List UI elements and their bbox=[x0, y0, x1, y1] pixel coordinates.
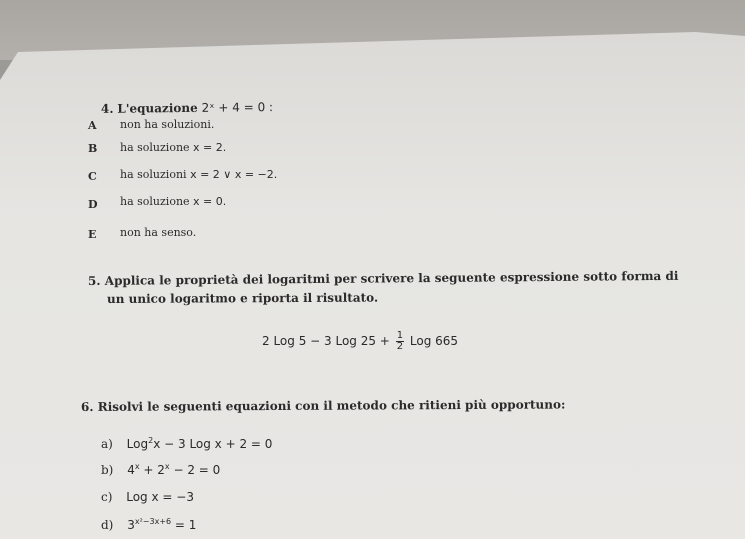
q5-frac-num: 1 bbox=[396, 330, 404, 341]
q6-item-b-pre: 4 bbox=[127, 463, 135, 477]
q4-option-d-math: x = 0. bbox=[193, 195, 227, 208]
q4-option-e-text: non ha senso. bbox=[120, 226, 197, 239]
q5-frac-den: 2 bbox=[396, 341, 404, 352]
q4-equation: 2ˣ + 4 = 0 : bbox=[201, 100, 274, 115]
q5-expr-left: 2 Log 5 − 3 Log 25 + bbox=[262, 334, 390, 348]
q6-item-b-post: − 2 = 0 bbox=[169, 463, 221, 477]
q4-option-d-letter: D bbox=[88, 198, 98, 211]
q4-text: L'equazione bbox=[117, 100, 198, 116]
q4-option-d bbox=[120, 195, 226, 208]
q4-option-b bbox=[120, 141, 226, 154]
q6-item-c-label: c) bbox=[101, 490, 113, 504]
q6-item-b-label: b) bbox=[101, 463, 114, 477]
q4-heading bbox=[101, 100, 273, 116]
q4-option-b-text: ha soluzione bbox=[120, 141, 190, 154]
q5-fraction bbox=[396, 331, 404, 352]
q4-option-d-text: ha soluzione bbox=[120, 195, 190, 208]
q6-item-d-pre: 3 bbox=[127, 518, 135, 532]
q4-option-c bbox=[120, 168, 277, 181]
q4-option-c-letter: C bbox=[88, 170, 97, 183]
q6-item-a bbox=[101, 437, 272, 451]
q5-expr-right: Log 665 bbox=[409, 334, 459, 348]
q4-option-a-text: non ha soluzioni. bbox=[120, 118, 215, 131]
q5-text-line1: Applica le proprietà dei logaritmi per scrivere la seguente espressione sotto forma di bbox=[104, 268, 679, 288]
q6-item-a-sup: 2 bbox=[148, 436, 154, 445]
q4-option-c-text: ha soluzioni bbox=[120, 168, 187, 181]
q6-item-b-mid: + 2 bbox=[139, 463, 165, 477]
q6-item-d bbox=[101, 518, 196, 532]
q5-text-line2: un unico logaritmo e riporta il risultato. bbox=[106, 290, 379, 306]
q6-text: Risolvi le seguenti equazioni con il metodo che ritieni più opportuno: bbox=[97, 397, 566, 414]
q6-item-b-sup2: x bbox=[164, 462, 170, 471]
q4-option-a-letter: A bbox=[88, 119, 97, 132]
q6-item-a-math bbox=[127, 437, 273, 451]
q4-option-b-math: x = 2. bbox=[193, 141, 227, 154]
q6-item-a-label: a) bbox=[101, 437, 113, 451]
q4-number: 4. bbox=[100, 101, 114, 116]
q4-option-c-math: x = 2 ∨ x = −2. bbox=[190, 168, 278, 181]
q6-item-c-math: Log x = −3 bbox=[126, 490, 194, 504]
q6-item-b bbox=[101, 463, 220, 477]
q6-item-d-sup: x²−3x+6 bbox=[134, 517, 172, 526]
q4-option-e-letter: E bbox=[88, 228, 97, 241]
q6-item-b-math bbox=[127, 463, 220, 477]
q5-number: 5. bbox=[87, 273, 101, 288]
q6-item-d-post: = 1 bbox=[171, 518, 197, 532]
q5-expression bbox=[262, 331, 458, 352]
q6-heading bbox=[81, 397, 566, 414]
q6-item-d-math bbox=[127, 518, 196, 532]
q4-option-b-letter: B bbox=[88, 142, 98, 155]
q6-item-a-post: x − 3 Log x + 2 = 0 bbox=[153, 437, 273, 451]
q6-item-a-pre: Log bbox=[126, 437, 149, 451]
q6-item-b-sup: x bbox=[134, 462, 140, 471]
q6-item-d-label: d) bbox=[101, 518, 114, 532]
q6-item-c bbox=[101, 490, 194, 504]
q6-number: 6. bbox=[80, 399, 94, 414]
